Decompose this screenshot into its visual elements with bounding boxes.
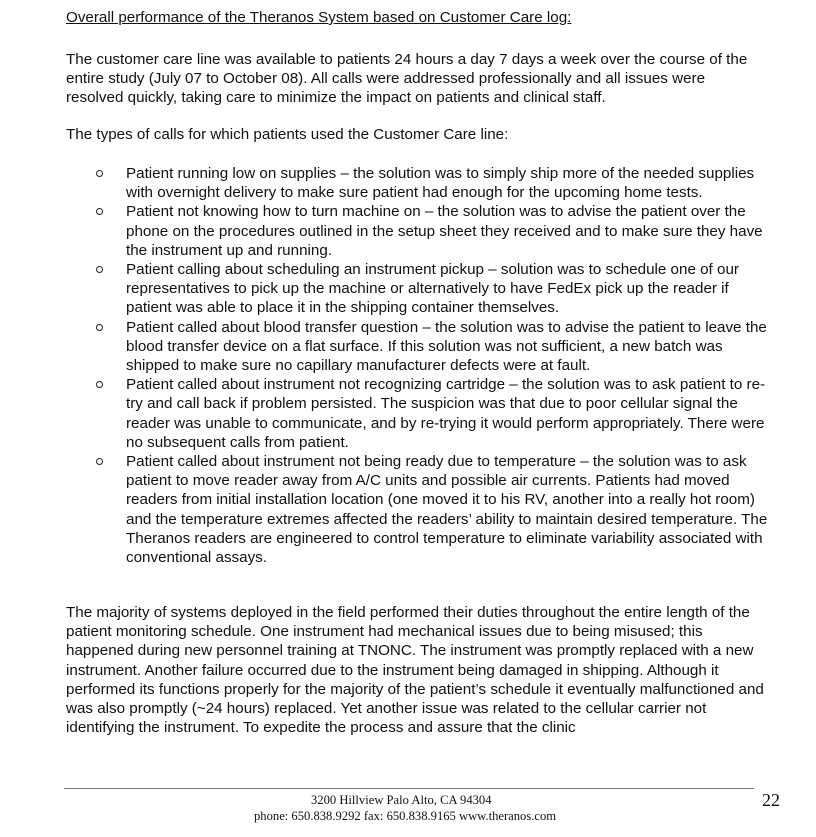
bullet-circle-icon [96,381,103,388]
list-item-text: Patient running low on supplies – the solution was to simply ship more of the needed supplies with overnight delivery to make sure patient had enough for the upcoming home tests. [126,165,755,202]
bullet-circle-icon [96,266,103,273]
footer-divider [64,788,754,789]
bullet-circle-icon [96,208,103,215]
list-item-text: Patient called about instrument not recognizing cartridge – the solution was to ask patient to re-try and call back if problem persisted. The suspicion was that due to poor cellular signal the reader was unable to communicate, and by re-trying it would perform appropriately. There were no subsequent calls from patient. [126,376,766,451]
page-number: 22 [762,790,780,810]
call-types-list [0,164,816,567]
bullet-circle-icon [96,458,103,465]
list-item [0,260,816,318]
list-item [0,202,816,260]
list-item [0,164,816,202]
bullet-circle-icon [96,170,103,177]
list-item [0,318,816,376]
bullet-circle-icon [96,324,103,331]
list-item-text: Patient not knowing how to turn machine on – the solution was to advise the patient over the phone on the procedures outlined in the setup sheet they received and to make sure they have the instrument up and running. [126,203,763,259]
list-item-text: Patient called about instrument not being ready due to temperature – the solution was to ask patient to move reader away from A/C units and possible air currents. Patients had moved readers from initial installation location (one moved it to his RV, another into a really hot room) and the temperature extremes affected the readers’ ability to maintain desired temperature. The Theranos readers are engineered to control temperature to eliminate variability associated with conventional assays. [126,453,768,567]
list-item [0,375,816,452]
list-item-text: Patient called about blood transfer question – the solution was to advise the patient to leave the blood transfer device on a flat surface. If this solution was not sufficient, a new batch was shipped to make sure no capillary manufacturer defects were at fault. [126,318,767,375]
intro-paragraph: The customer care line was available to patients 24 hours a day 7 days a week over the course of the entire study (July 07 to October 08). All calls were addressed professionally and all issues were resolved quickly, taking care to minimize the impact on patients and clinical staff. [66,51,748,107]
call-types-intro: The types of calls for which patients used the Customer Care line: [66,126,509,143]
systems-performance-paragraph: The majority of systems deployed in the field performed their duties throughout the entire length of the patient monitoring schedule. One instrument had mechanical issues due to being misused; this happened during new personnel training at TNONC. The instrument was promptly replaced with a new instrument. Another failure occurred due to the instrument being damaged in shipping. Although it performed its functions properly for the majority of the patient’s schedule it eventually malfunctioned and was also promptly (~24 hours) replaced. Yet another issue was related to the cellular carrier not identifying the instrument. To expedite the process and assure that the clinic [66,604,764,737]
list-item-text: Patient calling about scheduling an instrument pickup – solution was to schedule one of our representatives to pick up the machine or alternatively to have FedEx pick up the reader if patient was able to place it in the shipping container themselves. [126,261,739,317]
footer-address: 3200 Hillview Palo Alto, CA 94304 [311,793,492,807]
list-item [0,452,816,567]
footer-contact: phone: 650.838.9292 fax: 650.838.9165 www.theranos.com [254,809,557,823]
section-heading: Overall performance of the Theranos System based on Customer Care log: [66,9,572,26]
